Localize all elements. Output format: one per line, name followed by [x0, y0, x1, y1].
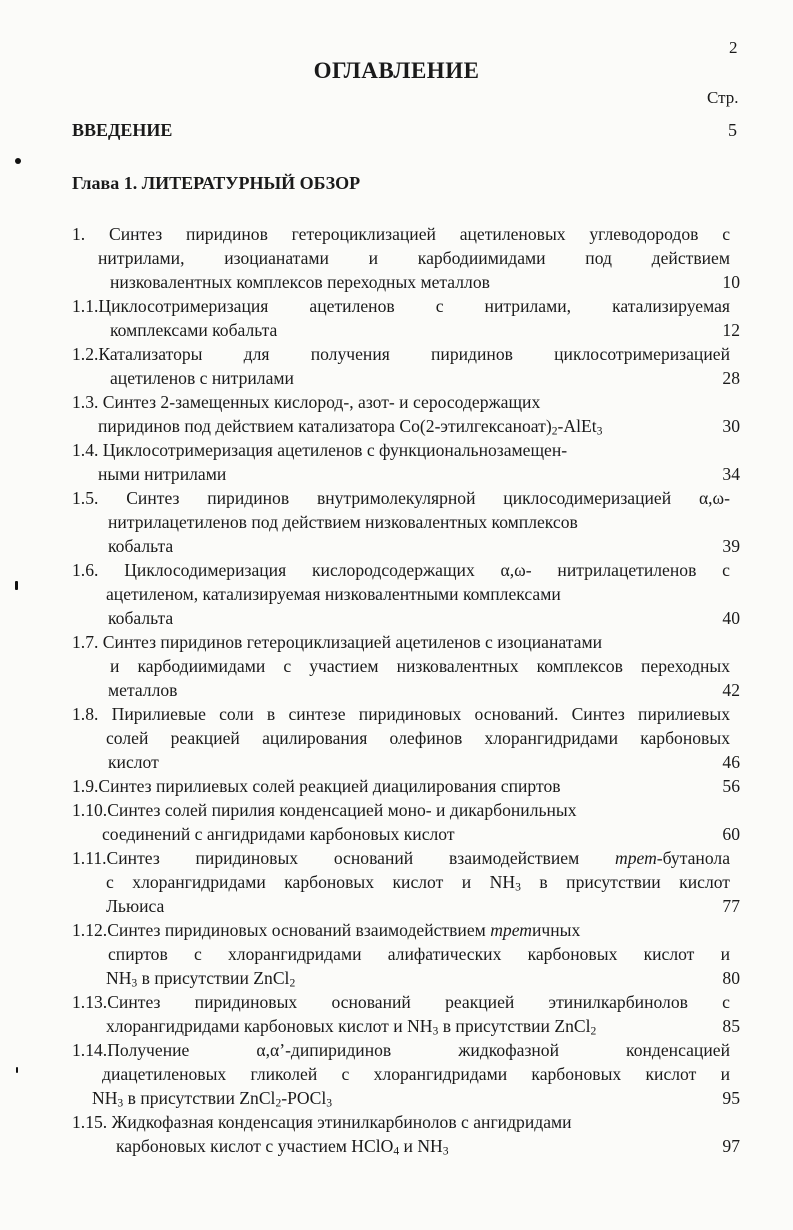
toc-entry[interactable] [72, 390, 740, 438]
toc-entry-page: 97 [722, 1136, 740, 1156]
toc-entry-line: соединений с ангидридами карбоновых кислот [102, 824, 455, 844]
toc-entry-page: 10 [722, 272, 740, 292]
toc-entry-line: кислот [108, 752, 159, 772]
toc-entry-line: ными нитрилами [98, 464, 227, 484]
scan-speck [15, 158, 21, 164]
toc-entry-line: пиридинов под действием катализатора $Co(2-этилгексаноат)_2-AlEt_3$ [98, 416, 603, 438]
toc-entry-line: 1.14.Получение α,α’-дипиридинов жидкофазной конденсацией [72, 1040, 730, 1060]
toc-entry-line: 1.3. Синтез 2-замещенных кислород-, азот- и серосодержащих [72, 392, 541, 412]
toc-entry-page: 80 [722, 968, 740, 988]
toc-introduction-page: 5 [728, 120, 737, 140]
toc-entry-page: 60 [722, 824, 740, 844]
toc-entry-page: 95 [722, 1088, 740, 1108]
toc-entry-line: 1.9.Синтез пирилиевых солей реакцией диацилирования спиртов [72, 776, 561, 796]
toc-entry-line: кобальта [108, 608, 174, 628]
toc-entry[interactable] [72, 1038, 740, 1110]
toc-entry-page: 56 [722, 776, 740, 796]
toc-entry-page: 85 [722, 1016, 740, 1036]
toc-entry-line: 1.11.Синтез пиридиновых оснований взаимодействием трет-бутанола [72, 848, 730, 868]
toc-entry-line: металлов [108, 680, 178, 700]
toc-entry-line: 1.5. Синтез пиридинов внутримолекулярной циклосодимеризацией α,ω- [72, 488, 730, 508]
toc-entry-line: 1.6. Циклосодимеризация кислородсодержащих α,ω- нитрилацетиленов с [72, 560, 730, 580]
toc-entry-line: 1.10.Синтез солей пирилия конденсацией моно- и дикарбонильных [72, 800, 577, 820]
toc-entry[interactable] [72, 294, 740, 342]
toc-entry-page: 30 [722, 416, 740, 436]
scan-speck [15, 581, 18, 590]
toc-entry-line: низковалентных комплексов переходных металлов [110, 272, 490, 292]
toc-entry-line: нитрилами, изоцианатами и карбодиимидами под действием [98, 248, 730, 268]
toc-entry-line: $NH_3$ в присутствии ZnCl$_2$-POCl$_3$ [92, 1088, 333, 1110]
toc-entry-page: 12 [722, 320, 740, 340]
toc-entry[interactable] [72, 990, 740, 1038]
toc-entry[interactable] [72, 918, 740, 990]
toc-entry[interactable] [72, 1110, 740, 1158]
toc-entry[interactable] [72, 222, 740, 294]
toc-entry-line: 1. Синтез пиридинов гетероциклизацией ацетиленовых углеводородов с [72, 224, 730, 244]
toc-entry[interactable] [72, 558, 740, 630]
toc-entry[interactable] [72, 798, 740, 846]
toc-entry[interactable] [72, 486, 740, 558]
page-column-label: Стр. [707, 88, 739, 107]
toc-entry-line: 1.2.Катализаторы для получения пиридинов циклосотримеризацией [72, 344, 730, 364]
toc-entry[interactable] [72, 846, 740, 918]
toc-entry-line: комплексами кобальта [110, 320, 278, 340]
toc-entry-page: 42 [722, 680, 740, 700]
toc-entry-line: карбоновых кислот с участием HClO$_4$ и $NH_3$ [116, 1136, 449, 1158]
table-of-contents [72, 222, 740, 1158]
toc-chapter-heading[interactable]: Глава 1. ЛИТЕРАТУРНЫЙ ОБЗОР [72, 173, 361, 193]
toc-entry-page: 28 [722, 368, 740, 388]
page-number: 2 [729, 38, 738, 57]
toc-entry-line: солей реакцией ацилирования олефинов хлорангидридами карбоновых [106, 728, 730, 748]
toc-entry[interactable] [72, 438, 740, 486]
toc-entry-line: 1.8. Пирилиевые соли в синтезе пиридиновых оснований. Синтез пирилиевых [72, 704, 730, 724]
page-title: ОГЛАВЛЕНИЕ [313, 58, 480, 83]
toc-entry-line: 1.4. Циклосотримеризация ацетиленов с функциональнозамещен- [72, 440, 568, 460]
toc-entry-page: 77 [722, 896, 740, 916]
toc-entry-line: кобальта [108, 536, 174, 556]
toc-entry-page: 40 [722, 608, 740, 628]
toc-introduction[interactable]: ВВЕДЕНИЕ [72, 120, 173, 140]
scan-speck [16, 1067, 18, 1073]
toc-entry-page: 39 [722, 536, 740, 556]
toc-entry-line: ацетиленом, катализируемая низковалентными комплексами [106, 584, 561, 604]
toc-entry[interactable] [72, 342, 740, 390]
toc-entry-line: 1.15. Жидкофазная конденсация этинилкарбинолов с ангидридами [72, 1112, 572, 1132]
toc-entry-page: 34 [722, 464, 740, 484]
toc-entry-line: спиртов с хлорангидридами алифатических карбоновых кислот и [108, 944, 730, 964]
toc-entry-line: 1.1.Циклосотримеризация ацетиленов с нитрилами, катализируемая [72, 296, 730, 316]
toc-entry-line: с хлорангидридами карбоновых кислот и $NH_3$ в присутствии кислот [106, 872, 730, 894]
toc-entry-line: $NH_3$ в присутствии ZnCl$_2$ [106, 968, 296, 990]
toc-entry-line: диацетиленовых гликолей с хлорангидридами карбоновых кислот и [102, 1064, 730, 1084]
toc-entry[interactable] [72, 702, 740, 774]
toc-entry[interactable] [72, 630, 740, 702]
toc-entry-line: и карбодиимидами с участием низковалентных комплексов переходных [110, 656, 730, 676]
toc-entry-line: 1.7. Синтез пиридинов гетероциклизацией ацетиленов с изоцианатами [72, 632, 602, 652]
toc-entry-line: нитрилацетиленов под действием низковалентных комплексов [108, 512, 578, 532]
toc-entry-line: Льюиса [106, 896, 165, 916]
toc-entry[interactable] [72, 774, 740, 798]
toc-entry-line: 1.12.Синтез пиридиновых оснований взаимодействием третичных [72, 920, 581, 940]
toc-entry-line: 1.13.Синтез пиридиновых оснований реакцией этинилкарбинолов с [72, 992, 730, 1012]
toc-entry-line: хлорангидридами карбоновых кислот и $NH_3$ в присутствии ZnCl$_2$ [106, 1016, 597, 1038]
toc-entry-page: 46 [722, 752, 740, 772]
toc-entry-line: ацетиленов с нитрилами [110, 368, 294, 388]
